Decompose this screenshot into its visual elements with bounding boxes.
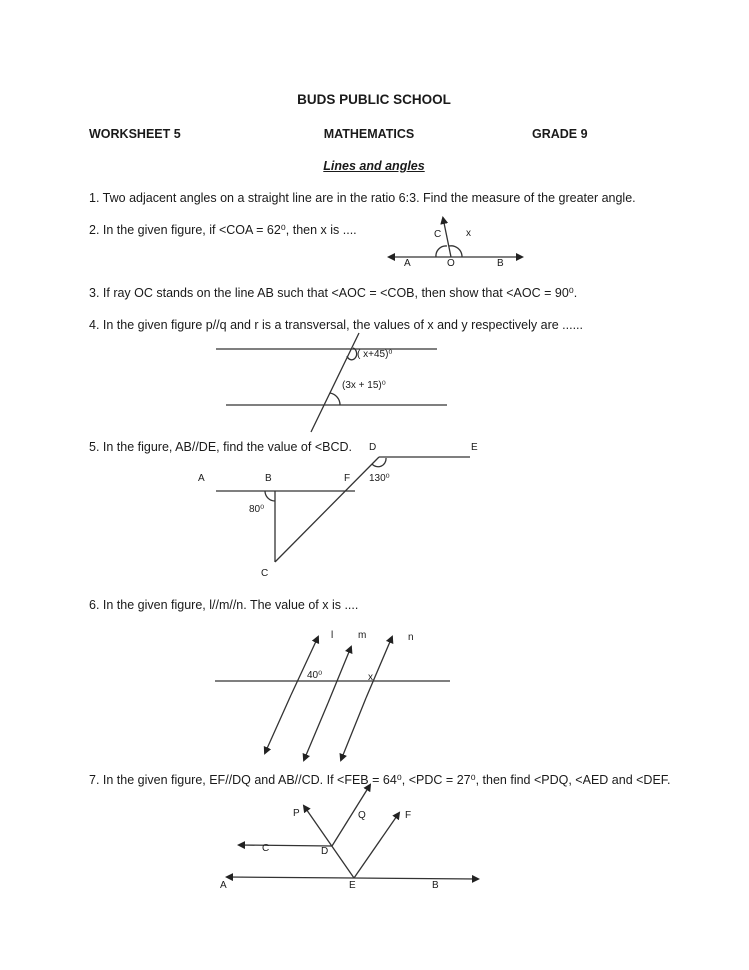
label-e: E bbox=[471, 442, 478, 453]
label-b: B bbox=[497, 258, 504, 269]
label-c: C bbox=[261, 568, 269, 579]
label-f: F bbox=[344, 473, 351, 484]
angle-label-40: 40⁰ bbox=[307, 670, 323, 681]
topic-title: Lines and angles bbox=[323, 159, 425, 173]
label-q: Q bbox=[358, 810, 366, 821]
question-1: 1. Two adjacent angles on a straight line are in the ratio 6:3. Find the measure of the greater angle. bbox=[89, 191, 636, 205]
figure-q2 bbox=[389, 218, 522, 257]
question-6: 6. In the given figure, l//m//n. The value of x is .... bbox=[89, 598, 359, 612]
label-n: n bbox=[408, 632, 414, 643]
worksheet-number: WORKSHEET 5 bbox=[89, 127, 181, 141]
label-x: x bbox=[368, 672, 373, 683]
grade: GRADE 9 bbox=[532, 127, 588, 141]
angle-label-80: 80⁰ bbox=[249, 504, 265, 515]
figure-q6 bbox=[215, 637, 450, 760]
label-c: C bbox=[434, 229, 442, 240]
figure-q7 bbox=[227, 785, 478, 879]
label-d: D bbox=[321, 846, 329, 857]
question-4: 4. In the given figure p//q and r is a transversal, the values of x and y respectively are ...... bbox=[89, 318, 584, 332]
label-b: B bbox=[265, 473, 272, 484]
label-e: E bbox=[349, 880, 356, 891]
figure-q4 bbox=[216, 333, 447, 432]
label-a: A bbox=[198, 473, 205, 484]
school-name: BUDS PUBLIC SCHOOL bbox=[297, 92, 451, 107]
label-c: C bbox=[262, 843, 270, 854]
subject: MATHEMATICS bbox=[323, 127, 415, 141]
label-l: l bbox=[331, 630, 334, 641]
label-a: A bbox=[404, 258, 411, 269]
angle-label-130: 130⁰ bbox=[369, 473, 390, 484]
label-b: B bbox=[432, 880, 439, 891]
question-5: 5. In the figure, AB//DE, find the value of <BCD. bbox=[89, 440, 352, 454]
label-o: O bbox=[447, 258, 455, 269]
angle-label-3x-plus-15: (3x + 15)⁰ bbox=[342, 380, 386, 391]
label-f: F bbox=[405, 810, 412, 821]
question-7: 7. In the given figure, EF//DQ and AB//CD. If <FEB = 64⁰, <PDC = 27⁰, then find <PDQ, <AED and <DEF. bbox=[89, 773, 671, 787]
angle-label-x-plus-45: ( x+45)⁰ bbox=[357, 349, 393, 360]
question-2: 2. In the given figure, if <COA = 62⁰, then x is .... bbox=[89, 223, 357, 237]
question-3: 3. If ray OC stands on the line AB such that <AOC = <COB, then show that <AOC = 90⁰. bbox=[89, 286, 578, 300]
label-a: A bbox=[220, 880, 227, 891]
label-x: x bbox=[466, 228, 471, 239]
label-d: D bbox=[369, 442, 377, 453]
label-m: m bbox=[358, 630, 367, 641]
label-p: P bbox=[293, 808, 300, 819]
